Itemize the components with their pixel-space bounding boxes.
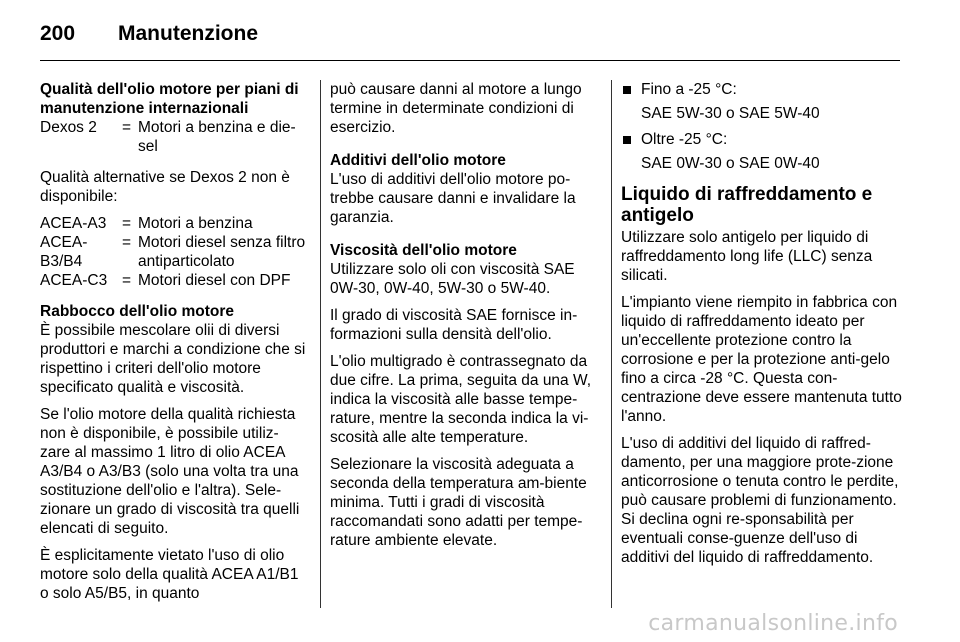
spec-value: Motori a benzina e die-sel [138,119,296,155]
spec-key: ACEA-C3 [40,272,108,289]
paragraph: Utilizzare solo antigelo per liquido di raffreddamento long life (LLC) senza silicati. [621,229,873,284]
spec-eq: = [122,215,132,232]
paragraph: È possibile mescolare olii di diversi produttori e marchi a condizione che si rispettino i criteri dell'olio motore specificato qualità e viscosità. [40,322,306,396]
spec-value: Motori diesel con DPF [138,272,291,289]
chapter-title: Manutenzione [118,22,258,45]
spec-eq: = [122,119,132,136]
spec-row [40,214,308,233]
heading-oil-quality: Qualità dell'olio motore per piani di manutenzione internazionali [40,81,299,117]
column-divider-2 [611,80,612,608]
list-item-label: Oltre -25 °C: [641,131,728,148]
list-item [621,80,903,124]
paragraph: L'olio multigrado è contrassegnato da due cifre. La prima, seguita da una W, indica la viscosità alle basse tempe-rature, mentre la seconda indica la vi-scosità alle alte temperature. [330,353,592,446]
paragraph: L'impianto viene riempito in fabbrica con liquido di raffreddamento ideato per un'eccellente protezione contro la corrosione e per la protezione anti-gelo fino a circa -28 °C. Questa con-centrazione deve essere mantenuta tutto l'anno. [621,294,902,425]
spec-key: ACEA-B3/B4 [40,234,88,270]
spec-table-dexos [40,118,308,156]
column-divider-1 [320,80,321,608]
column-3 [621,80,903,575]
heading-top-up: Rabbocco dell'olio motore [40,303,235,320]
alternative-quality-text: Qualità alternative se Dexos 2 non è disponibile: [40,169,290,205]
paragraph: Se l'olio motore della qualità richiesta non è disponibile, è possibile utiliz-zare al massimo 1 litro di olio ACEA A3/B4 o A3/B3 (solo una volta tra una sostituzione dell'olio e l'altra). Sele-zionare un grado di viscosità tra quelli elencati di seguito. [40,406,300,537]
spec-row [40,118,308,156]
spec-eq: = [122,234,132,251]
page-header [40,16,258,52]
watermark: carmanualsonline.info [648,611,898,636]
heading-additives: Additivi dell'olio motore [330,152,506,169]
spec-key: Dexos 2 [40,119,97,136]
list-item-value: SAE 5W-30 o SAE 5W-40 [641,105,820,122]
paragraph: Utilizzare solo oli con viscosità SAE 0W-30, 0W-40, 5W-30 o 5W-40. [330,261,575,297]
paragraph: L'uso di additivi del liquido di raffred-damento, per una maggiore prote-zione anticorrosione o tenuta contro le perdite, può causare problemi di funzionamento. Si declina ogni re-sponsabilità per eventuali conse-guenze dell'uso di additivi del liquido di raffreddamento. [621,435,899,566]
heading-coolant: Liquido di raffreddamento e antigelo [621,184,873,226]
spec-value: Motori a benzina [138,215,253,232]
temperature-list [621,80,903,174]
spec-row [40,233,308,271]
spec-key: ACEA-A3 [40,215,107,232]
paragraph: È esplicitamente vietato l'uso di olio motore solo della qualità ACEA A1/B1 o solo A5/B5, in quanto [40,547,299,602]
spec-table-acea [40,214,308,290]
spec-row [40,271,308,290]
paragraph: può causare danni al motore a lungo termine in determinate condizioni di esercizio. [330,81,582,136]
list-item-value: SAE 0W-30 o SAE 0W-40 [641,155,820,172]
list-item [621,130,903,174]
paragraph: Il grado di viscosità SAE fornisce in-formazioni sulla densità dell'olio. [330,307,578,343]
spec-value: Motori diesel senza filtro antiparticolato [138,234,306,270]
list-item-label: Fino a -25 °C: [641,81,737,98]
bullet-square-icon [623,86,631,94]
heading-viscosity: Viscosità dell'olio motore [330,242,517,259]
header-rule [40,60,900,61]
paragraph: L'uso di additivi dell'olio motore po-trebbe causare danni e invalidare la garanzia. [330,171,576,226]
column-2 [330,80,602,558]
column-1 [40,80,308,611]
paragraph: Selezionare la viscosità adeguata a seconda della temperatura am-biente minima. Tutti i gradi di viscosità raccomandati sono adatti per tempe-rature ambiente elevate. [330,456,587,549]
spec-eq: = [122,272,132,289]
bullet-square-icon [623,136,631,144]
page-number: 200 [40,22,76,45]
